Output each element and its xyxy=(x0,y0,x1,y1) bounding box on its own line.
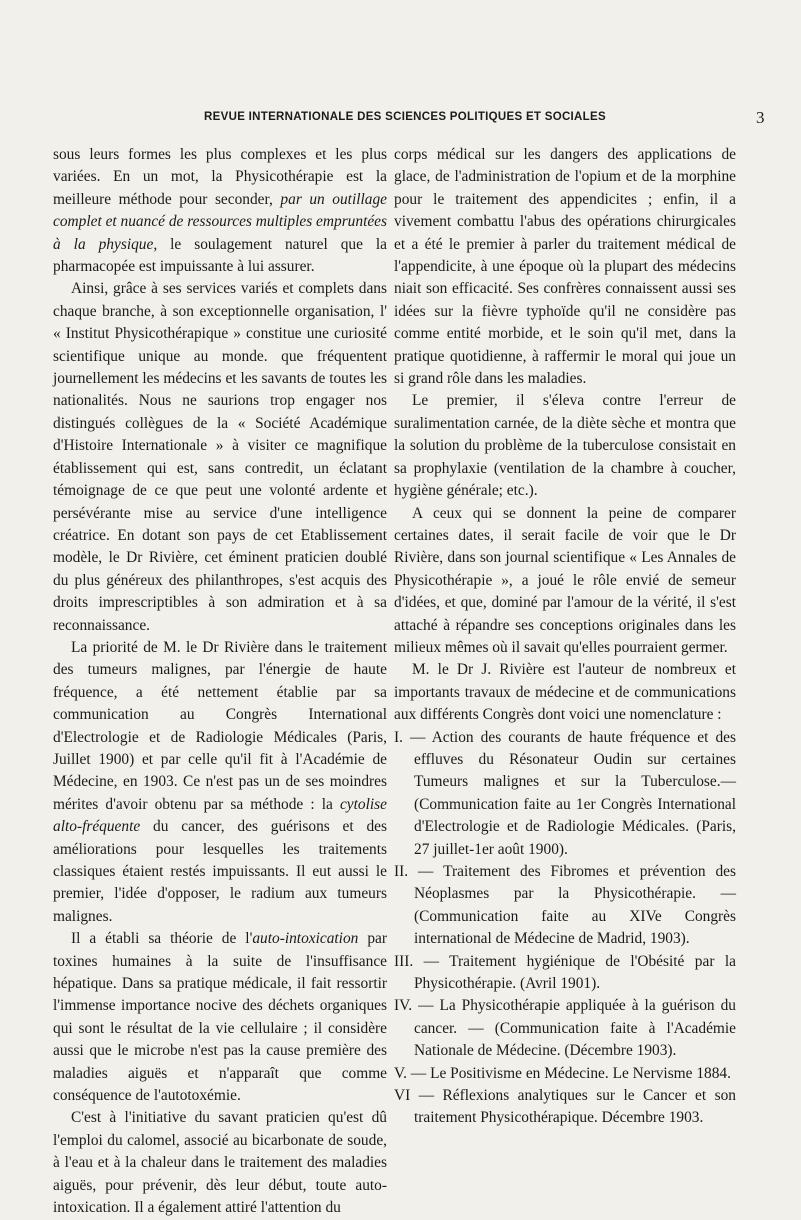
paragraph: sous leurs formes les plus complexes et les plus variées. En un mot, la Physicothérapie est la meilleure méthode pour seconder, par un outillage complet et nuancé de ressources multiples empruntées à la physique, le soulagement naturel que la pharmacopée est impuissante à lui assurer. xyxy=(53,146,387,276)
running-title: REVUE INTERNATIONALE DES SCIENCES POLITIQUES ET SOCIALES xyxy=(204,111,606,123)
paragraph: Le premier, il s'éleva contre l'erreur de suralimentation carnée, de la diète sèche et montra que la solution du problème de la tuberculose consistait en sa prophylaxie (ventilation de la chambre à coucher, hygiène générale; etc.). xyxy=(394,392,736,500)
paragraph: La priorité de M. le Dr Rivière dans le traitement des tumeurs malignes, par l'énergie de haute fréquence, a été nettement établie par sa communication au Congrès International d'Electrologie et de Radiologie Médicales (Paris, Juillet 1900) et par celle qu'il fit à l'Académie de Médecine, en 1903. Ce n'est pas un de ses moindres mérites d'avoir obtenu par sa méthode : la cytolise alto-fréquente du cancer, des guérisons et des améliorations pour lesquelles les traitements classiques étaient restés impuissants. Il eut aussi le premier, l'idée d'opposer, le radium aux tumeurs malignes. xyxy=(53,638,387,925)
list-item: II. — Traitement des Fibromes et prévention des Néoplasmes par la Physicothérapie. — (Communication faite au XIVe Congrès international de Médecine de Madrid, 1903). xyxy=(394,863,736,948)
left-column xyxy=(53,144,387,1220)
list-item: I. — Action des courants de haute fréquence et des effluves du Résonateur Oudin sur certaines Tumeurs malignes et sur la Tuberculose.— (Communication faite au 1er Congrès International d'Electrologie et de Radiologie Médicales. (Paris, 27 juillet-1er août 1900). xyxy=(394,728,736,858)
list-item: IV. — La Physicothérapie appliquée à la guérison du cancer. — (Communication faite à l'Académie Nationale de Médecine. (Décembre 1903). xyxy=(394,997,736,1060)
list-item: III. — Traitement hygiénique de l'Obésité par la Physicothérapie. (Avril 1901). xyxy=(394,952,736,993)
page-number: 3 xyxy=(756,108,765,127)
right-column xyxy=(394,144,736,1130)
list-item: V. — Le Positivisme en Médecine. Le Nervisme 1884. xyxy=(394,1064,731,1082)
paragraph: Ainsi, grâce à ses services variés et complets dans chaque branche, à son exceptionnelle organisation, l' « Institut Physicothérapique » constitue une curiosité scientifique unique au monde. que fréquentent journellement les médecins et les savants de toutes les nationalités. Nous ne saurions trop engager nos distingués collègues de la « Société Académique d'Histoire Internationale » à visiter ce magnifique établissement qui est, sans contredit, un éclatant témoignage de ce que peut une volonté ardente et persévérante mise au service d'une intelligence créatrice. En dotant son pays de cet Etablissement modèle, le Dr Rivière, cet éminent praticien doublé du plus généreux des philanthropes, s'est acquis des droits imprescriptibles à son admiration et à sa reconnaissance. xyxy=(53,280,387,634)
paragraph: A ceux qui se donnent la peine de comparer certaines dates, il serait facile de voir que le Dr Rivière, dans son journal scientifique « Les Annales de Physicothérapie », a joué le rôle envié de semeur d'idées, et que, dominé par l'amour de la vérité, il s'est attaché à répandre ses conceptions originales dans les milieux mêmes où il savait qu'elles pourraient germer. xyxy=(394,504,736,656)
paragraph: Il a établi sa théorie de l'auto-intoxication par toxines humaines à la suite de l'insuffisance hépatique. Dans sa pratique médicale, il fait ressortir l'immense importance nocive des déchets organiques qui sont le résultat de la vie cellulaire ; il considère aussi que le microbe n'est pas la cause première des maladies aiguës et n'apparaît que comme conséquence de l'autotoxémie. xyxy=(53,930,387,1105)
paragraph: corps médical sur les dangers des applications de glace, de l'administration de l'opium et de la morphine pour le traitement des appendicites ; enfin, il a vivement combattu l'abus des opérations chirurgicales et a été le premier à parler du traitement médical de l'appendicite, à une époque où la plupart des médecins niait son efficacité. Ses confrères connaissent aussi ses idées sur la fièvre typhoïde qu'il ne considère pas comme entité morbide, et le soin qu'il met, dans la pratique quotidienne, à raffermir le moral qui joue un si grand rôle dans les maladies. xyxy=(394,146,736,388)
paragraph: C'est à l'initiative du savant praticien qu'est dû l'emploi du calomel, associé au bicarbonate de soude, à l'eau et à la chaleur dans le traitement des maladies aiguës, pour prévenir, dès leur début, toute auto-intoxication. Il a également attiré l'attention du xyxy=(53,1109,387,1217)
list-item: VI — Réflexions analytiques sur le Cancer et son traitement Physicothérapique. Décembre 1903. xyxy=(394,1087,736,1127)
works-list xyxy=(394,727,736,1130)
paragraph: M. le Dr J. Rivière est l'auteur de nombreux et importants travaux de médecine et de communications aux différents Congrès dont voici une nomenclature : xyxy=(394,661,736,724)
